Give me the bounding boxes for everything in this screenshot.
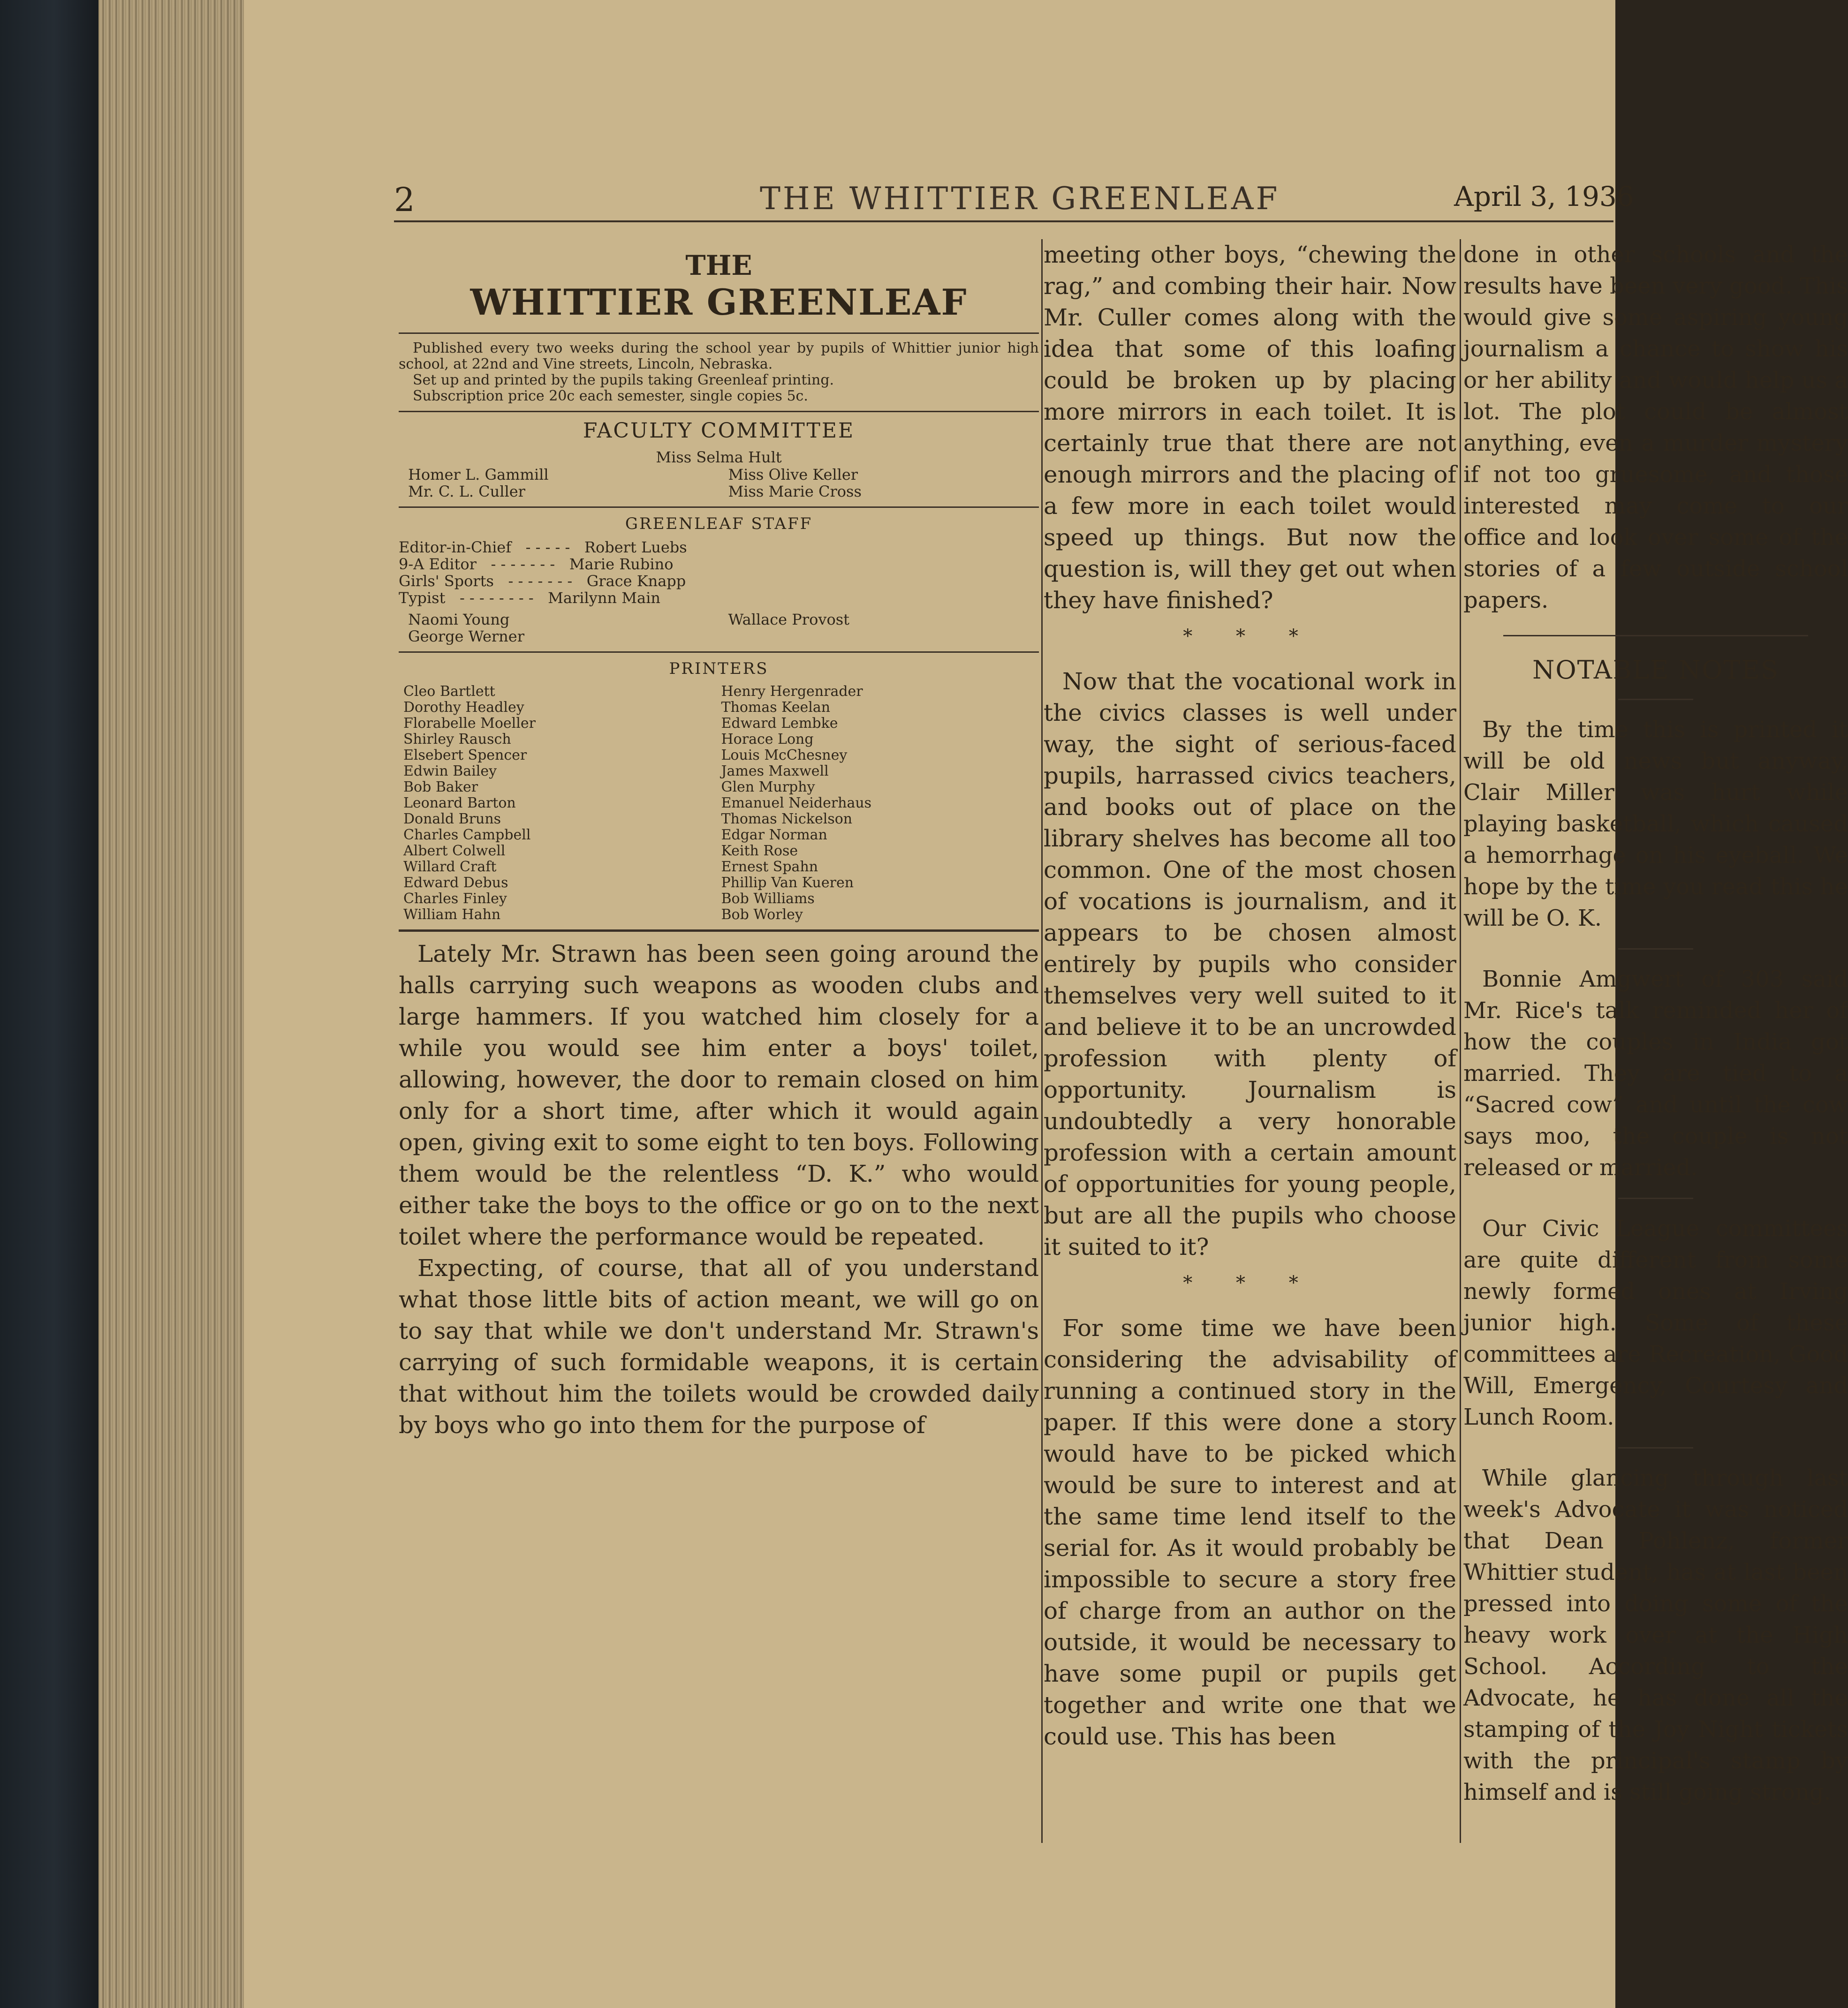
printer-name: Henry Hergenrader	[721, 683, 863, 700]
issue-date: April 3, 1936	[1454, 181, 1634, 212]
article-mirrors: meeting other boys, “chewing the rag,” and combing their hair. Now Mr. Culler comes along with the idea that some of this loafing could be broken up by placing more mirrors in each toilet. It is certainly true that there are not enough mirrors and the placing of a few more in each toilet would speed up things. But now the question is, will they get out when they have finished?	[1044, 241, 1456, 614]
newspaper-page	[244, 0, 1848, 2008]
divider	[399, 929, 1039, 932]
column-divider-2	[1460, 239, 1461, 1843]
staff-role: Girls' Sports - - - - - - - Grace Knapp	[399, 572, 686, 590]
faculty-name: Miss Marie Cross	[728, 483, 862, 500]
section-stars: * * *	[1183, 626, 1317, 647]
printers-list	[399, 684, 1039, 923]
printer-name: Charles Campbell	[403, 827, 531, 843]
divider	[399, 651, 1039, 653]
staff-other-row	[399, 628, 1039, 645]
faculty-head: Miss Selma Hult	[656, 448, 782, 466]
divider	[399, 506, 1039, 508]
faculty-name: Mr. C. L. Culler	[408, 483, 525, 500]
masthead-published: Published every two weeks during the school year by pupils of Whittier junior high school, at 22nd and Vine streets, Lincoln, Nebraska.	[399, 340, 1039, 372]
staff-name	[719, 628, 1039, 645]
header-rule	[394, 220, 1613, 222]
page-number: 2	[394, 181, 415, 219]
printer-name: Thomas Nickelson	[721, 811, 853, 827]
staff-other-row	[399, 611, 1039, 628]
printer-name: Leonard Barton	[403, 795, 516, 811]
divider	[399, 332, 1039, 334]
printer-name: Phillip Van Kueren	[721, 875, 854, 891]
divider	[1618, 1447, 1693, 1449]
printer-name: Horace Long	[721, 731, 814, 747]
printer-name: Florabelle Moeller	[403, 715, 536, 732]
printer-name: Donald Bruns	[403, 811, 501, 827]
printer-name: Dorothy Headley	[403, 699, 524, 716]
column-2	[1044, 239, 1456, 1752]
article-serial-cont: done in other schools and the results have been very good. This would give some aspiring young journalism a chance to show his or her ability and would help us a lot. The plot could be almost anything, even a murder mystery if not too gruesome, and those interested may come to our office and look over some of the stories of a few outside school papers.	[1463, 242, 1848, 613]
article-strawn-p2: Expecting, of course, that all of you understand what those little bits of action meant, we will go on to say that while we don't understand Mr. Strawn's carrying of such formidable weapons, it is certain that without him the toilets would be crowded daily by boys who go into them for the purpose of	[399, 1254, 1039, 1439]
note-clair-miller: By the time this is printed it will be old news but anyway, Clair Miller was hurt while playing basketball, which caused a hemorrhage on his eyeball. We hope by the time you read this he will be O. K.	[1463, 717, 1848, 931]
staff-title: GREENLEAF STAFF	[625, 514, 813, 533]
column-3	[1463, 239, 1848, 1808]
printer-name: James Maxwell	[721, 763, 829, 779]
divider	[1618, 699, 1693, 700]
article-serial: For some time we have been considering the advisability of running a continued story in the paper. If this were done a story would have to be picked which would be sure to interest and at the same time lend itself to the serial for. As it would probably be impossible to secure a story free of charge from an author on the outside, it would be necessary to have some pupil or pupils get together and write one that we could use. This has been	[1044, 1314, 1456, 1750]
faculty-row	[399, 483, 1039, 500]
masthead-the: THE	[685, 249, 752, 281]
printer-name: Edgar Norman	[721, 827, 827, 843]
note-civic-league: Our Civic League committees are quite different from some newly formed ones at Irving junior high. Some of these committees are Recreation, Good Will, Emergency, Courtesy and Lunch Room.	[1463, 1215, 1848, 1430]
column-divider-1	[1041, 239, 1043, 1843]
divider	[1618, 948, 1693, 950]
printer-name: Edward Debus	[403, 875, 508, 891]
article-strawn-p1: Lately Mr. Strawn has been seen going around the halls carrying such weapons as wooden clubs and large hammers. If you watched him closely for a while you would see him enter a boys' toilet, allowing, however, the door to remain closed on him only for a short time, after which it would again open, giving exit to some eight to ten boys. Following them would be the relentless “D. K.” who would either take the boys to the office or go on to the next toilet where the performance would be repeated.	[399, 940, 1039, 1250]
column-1	[399, 239, 1039, 1441]
divider	[1618, 1198, 1693, 1199]
page-header	[244, 181, 1634, 219]
paper-title: THE WHITTIER GREENLEAF	[760, 181, 1280, 217]
printer-name: Willard Craft	[403, 859, 497, 875]
note-dean-pohlenz: While glancing through last week's Advocate it was noticed that Dean Pohlenz, former Whittier student, has at last been pressed into doing some of the heavy work over at the High School. According to the Advocate, he has done all the stamping of the Joy Night tickets with the principal's stamp by himself and is still going strong.	[1463, 1465, 1848, 1805]
divider	[399, 411, 1039, 412]
note-bonnie-amgwert: Bonnie Amgwert of 303 said Mr. Rice's talk reminded her of how the couples in India got married. They are tied to a “Sacred cow” and until the cow says moo, the couple is not released or married.	[1463, 966, 1848, 1181]
masthead-subscription: Subscription price 20c each semester, single copies 5c.	[413, 388, 808, 404]
printer-name: Bob Baker	[403, 779, 478, 795]
printer-name: Thomas Keelan	[721, 699, 831, 716]
page-edges	[98, 0, 249, 2008]
printer-name: Glen Murphy	[721, 779, 815, 795]
printer-name: Ernest Spahn	[721, 859, 818, 875]
faculty-name: Homer L. Gammill	[408, 466, 549, 483]
notable-notes-title: NOTABLE NOTES	[1532, 655, 1779, 685]
masthead-printed: Set up and printed by the pupils taking Greenleaf printing.	[413, 372, 834, 388]
section-stars: * * *	[1183, 1272, 1317, 1294]
article-vocations: Now that the vocational work in the civics classes is well under way, the sight of serious-faced pupils, harrassed civics teachers, and books out of place on the library shelves has become all too common. One of the most chosen of vocations is journalism, and it appears to be chosen almost entirely by pupils who consider themselves very well suited to it and believe it to be an uncrowded profession with plenty of opportunity. Journalism is undoubtedly a very honorable profession with a certain amount of opportunities for young people, but are all the pupils who choose it suited to it?	[1044, 668, 1456, 1261]
faculty-title: FACULTY COMMITTEE	[583, 419, 855, 443]
staff-name: Wallace Provost	[728, 611, 849, 628]
staff-role: 9-A Editor - - - - - - - Marie Rubino	[399, 555, 674, 573]
staff-name: Naomi Young	[408, 611, 510, 628]
printer-name: Edwin Bailey	[403, 763, 497, 779]
printer-name: Bob Williams	[721, 891, 815, 907]
faculty-name: Miss Olive Keller	[728, 466, 858, 483]
printer-name: Charles Finley	[403, 891, 507, 907]
printer-name: Edward Lembke	[721, 715, 838, 732]
staff-name: George Werner	[408, 627, 525, 645]
printer-name: William Hahn	[403, 906, 501, 923]
printer-name: Elsebert Spencer	[403, 747, 527, 763]
printer-name: Bob Worley	[721, 906, 803, 923]
staff-role: Typist - - - - - - - - Marilynn Main	[399, 589, 660, 607]
printer-name: Louis McChesney	[721, 747, 848, 763]
faculty-row	[399, 466, 1039, 483]
staff-role: Editor-in-Chief - - - - - Robert Luebs	[399, 538, 687, 556]
printer-name: Keith Rose	[721, 843, 798, 859]
printers-title: PRINTERS	[669, 659, 769, 678]
divider	[1503, 635, 1808, 636]
printer-name: Emanuel Neiderhaus	[721, 795, 872, 811]
printer-name: Shirley Rausch	[403, 731, 511, 747]
printer-name: Albert Colwell	[403, 843, 506, 859]
masthead-name: WHITTIER GREENLEAF	[470, 281, 968, 323]
printer-name: Cleo Bartlett	[403, 683, 495, 700]
book-spine	[0, 0, 98, 2008]
